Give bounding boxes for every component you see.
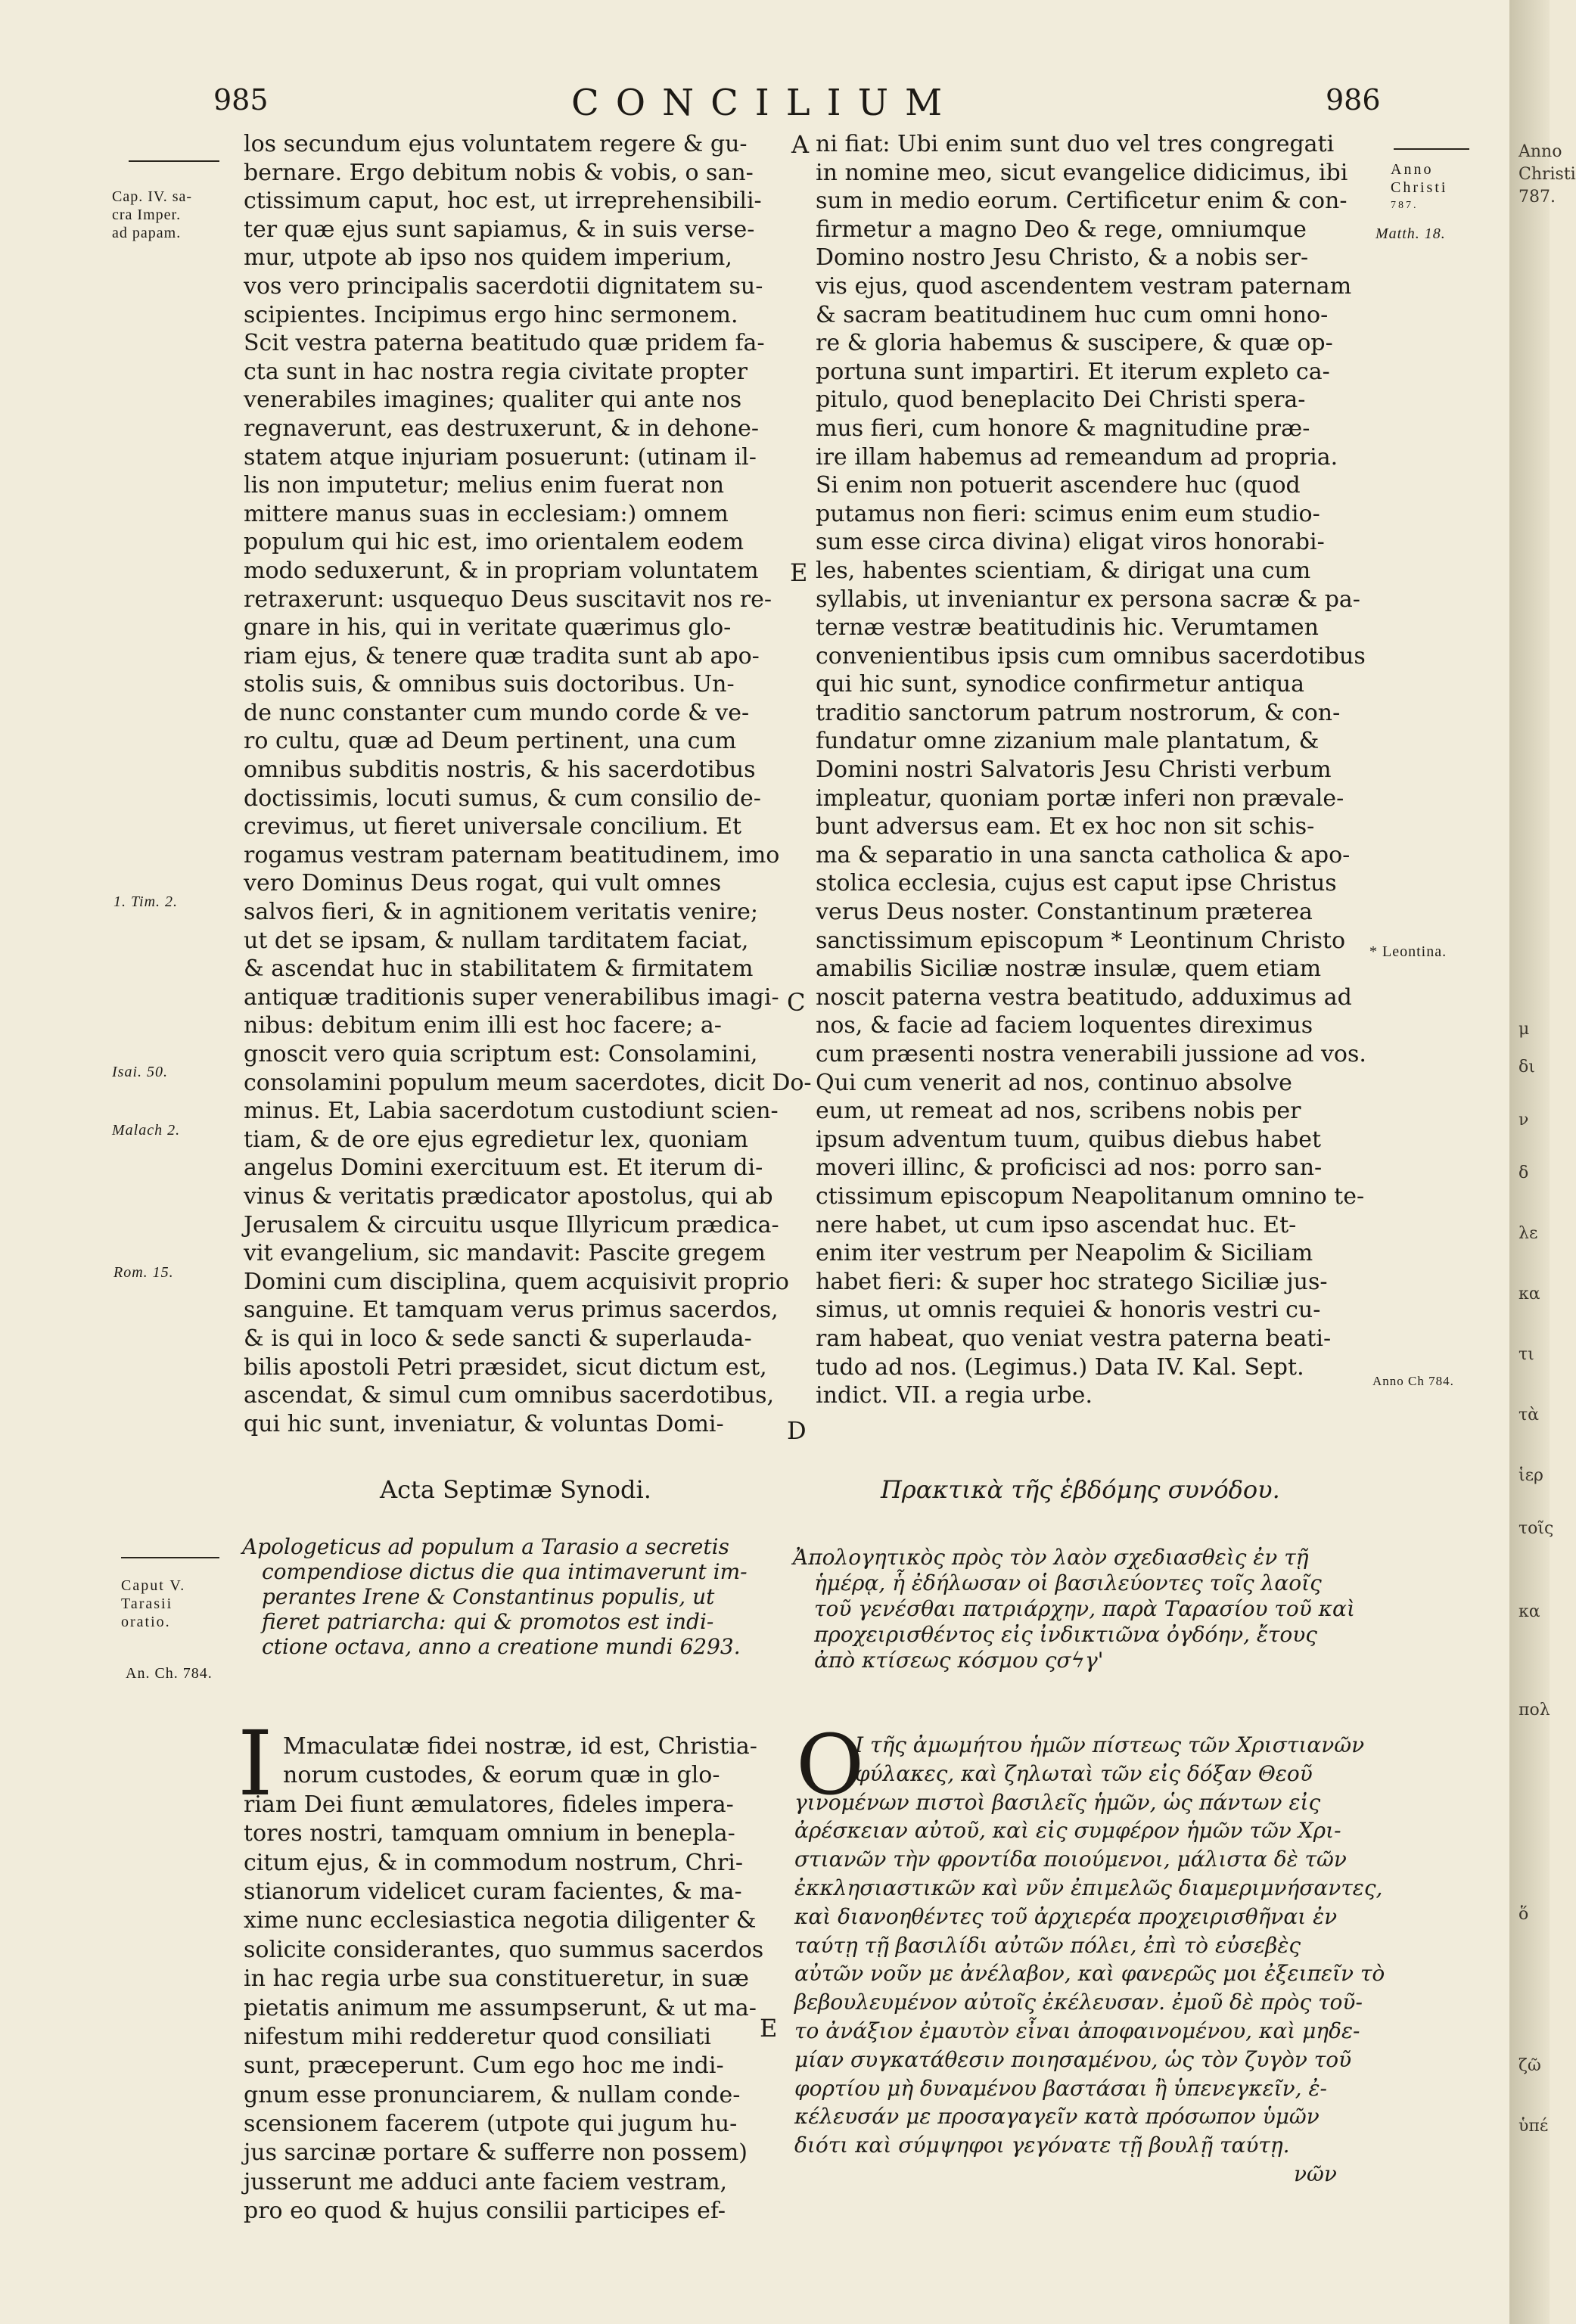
section-letter-e-lower: E (760, 2014, 778, 2043)
header-rule-right (1394, 148, 1469, 150)
edge-fragment: ὅ (1518, 1905, 1529, 1924)
latin-oration-body (244, 1732, 766, 2226)
text-line: in nomine meo, sicut evangelice didicimus, ibi (816, 159, 1348, 186)
text-line: vero Dominus Deus rogat, qui vult omnes (244, 870, 722, 897)
text-line: in hac regia urbe sua constitueretur, in suæ (244, 1965, 749, 1993)
right-text-column (816, 130, 1377, 1410)
text-line: γινομένων πιστοὶ βασιλεῖς ἡμῶν, ὡς πάντων εἰς (794, 1789, 1321, 1815)
text-line: sum in medio eorum. Certificetur enim & con- (816, 188, 1348, 215)
text-line: βεβουλευμένον αὐτοῖς ἐκέλευσαν. ἐμοῦ δὲ πρὸς τοῦ- (794, 1990, 1363, 2015)
text-line: τοῦ γενέσθαι πατριάρχην, παρὰ Ταρασίου τοῦ καὶ (814, 1596, 1355, 1621)
edge-fragment: 787. (1518, 188, 1556, 207)
text-line: bunt adversus eam. Et ex hoc non sit schis- (816, 813, 1315, 840)
text-line: indict. VII. a regia urbe. (816, 1382, 1093, 1409)
text-line: & sacram beatitudinem huc cum omni hono- (816, 301, 1329, 328)
text-line: vinus & veritatis prædicator apostolus, qui ab (244, 1182, 773, 1210)
text-line: ἀρέσκειαν αὐτοῦ, καὶ εἰς συμφέρον ἡμῶν τῶν Χρι- (794, 1818, 1341, 1844)
text-line: scensionem facerem (utpote qui jugum hu- (244, 2111, 738, 2138)
text-line: riam ejus, & tenere quæ tradita sunt ab apo- (244, 642, 760, 670)
text-line: omnibus subditis nostris, & his sacerdotibus (244, 757, 756, 784)
text-line: qui hic sunt, inveniatur, & voluntas Domi- (244, 1410, 724, 1437)
section-letter-c: C (787, 988, 806, 1017)
text-line: consolamini populum meum sacerdotes, dicit Do- (244, 1069, 812, 1096)
text-line: ctissimum caput, hoc est, ut irreprehensibili- (244, 188, 762, 215)
text-line: re & gloria habemus & suscipere, & quæ op- (816, 330, 1333, 357)
text-line: καὶ διανοηθέντες τοῦ ἀρχιερέα προχειρισθῆναι ἐν (794, 1903, 1338, 1929)
greek-acta-heading: Πρακτικὰ τῆς ἑβδόμης συνόδου. (881, 1475, 1280, 1504)
text-line: vit evangelium, sic mandavit: Pascite gregem (244, 1240, 766, 1267)
text-line: solicite considerantes, quo summus sacerdos (244, 1936, 764, 1963)
text-line: moveri illinc, & proficisci ad nos: porro san- (816, 1154, 1323, 1182)
text-line: ascendat, & simul cum omnibus sacerdotibus, (244, 1382, 775, 1409)
text-line: φορτίου μὴ δυναμένου βαστάσαι ἢ ὑπενεγκεῖν, ἐ- (794, 2075, 1327, 2101)
text-line: Ἀπολογητικὸς πρὸς τὸν λαὸν σχεδιασθεὶς ἐν τῇ (793, 1545, 1309, 1570)
text-line: bernare. Ergo debitum nobis & vobis, o san- (244, 159, 754, 186)
text-line: Domini cum disciplina, quem acquisivit proprio (244, 1268, 789, 1295)
text-line: stolica ecclesia, cujus est caput ipse Christus (816, 870, 1337, 897)
text-line: sanguine. Et tamquam verus primus sacerdos, (244, 1297, 779, 1324)
text-line: regnaverunt, eas destruxerunt, & in dehone- (244, 415, 759, 442)
section-letter-d: D (787, 1416, 807, 1445)
text-line: nere habet, ut cum ipso ascendat huc. Et- (816, 1211, 1297, 1238)
edge-fragment: τὰ (1518, 1406, 1540, 1425)
text-line: gnum esse pronunciarem, & nullam conde- (244, 2081, 741, 2108)
margin-anno-ch: Anno Ch 784. (1372, 1374, 1454, 1388)
text-line: enim iter vestrum per Neapolim & Siciliam (816, 1240, 1313, 1267)
edge-fragment: τοῖς (1518, 1519, 1554, 1538)
text-line: modo seduxerunt, & in propriam voluntatem (244, 557, 759, 584)
edge-fragment: Christi (1518, 165, 1576, 184)
left-text-column (244, 130, 812, 1438)
text-line: verus Deus noster. Constantinum præterea (816, 899, 1313, 926)
text-line: jus sarcinæ portare & sufferre non possem) (244, 2139, 748, 2167)
text-line: ter quæ ejus sunt sapiamus, & in suis verse- (244, 216, 755, 243)
text-line: & ascendat huc in stabilitatem & firmitatem (244, 955, 754, 983)
text-line: μίαν συγκατάθεσιν ποιησαμένου, ὡς τὸν ζυγὸν τοῦ (794, 2046, 1352, 2072)
text-line: το ἀνάξιον ἐμαυτὸν εἶναι ἀποφαινομένου, καὶ μηδε- (794, 2018, 1360, 2043)
right-page-number: 986 (1326, 83, 1381, 117)
text-line: lis non imputetur; melius enim fuerat non (244, 472, 725, 499)
text-line: ma & separatio in una sancta catholica & apo- (816, 841, 1351, 868)
text-line: bilis apostoli Petri præsidet, sicut dictum est, (244, 1353, 767, 1381)
text-line: stianorum videlicet curam facientes, & ma- (244, 1878, 742, 1905)
right-margin-anno: Anno Christi 787. (1391, 161, 1448, 211)
text-line: ipsum adventum tuum, quibus diebus habet (816, 1126, 1321, 1153)
left-page-number: 985 (213, 83, 269, 117)
text-line: στιανῶν τὴν φροντίδα ποιούμενοι, μάλιστα δὲ τῶν (794, 1847, 1347, 1872)
text-line: norum custodes, & eorum quæ in glo- (283, 1762, 720, 1789)
text-line: putamus non fieri: scimus enim eum studio- (816, 500, 1320, 527)
text-line: προχειρισθέντος εἰς ἰνδικτιῶνα ὀγδόην, ἔτους (814, 1622, 1317, 1647)
edge-fragment: πολ (1518, 1701, 1550, 1720)
section-letter-a: A (791, 130, 810, 159)
text-line: minus. Et, Labia sacerdotum custodiunt scien- (244, 1098, 779, 1125)
text-line: tudo ad nos. (Legimus.) Data IV. Kal. Sept. (816, 1353, 1304, 1381)
text-line: ro cultu, quæ ad Deum pertinent, una cum (244, 728, 737, 755)
text-line: nifestum mihi redderetur quod consiliati (244, 2023, 711, 2050)
text-line: venerabiles imagines; qualiter qui ante nos (244, 387, 742, 414)
an-ch-margin: An. Ch. 784. (126, 1665, 213, 1682)
text-line: ἀπὸ κτίσεως κόσμου ςσϟγ' (814, 1648, 1104, 1673)
text-line: citum ejus, & in commodum nostrum, Chri- (244, 1849, 743, 1876)
edge-fragment: Anno (1518, 142, 1562, 161)
text-line: pro eo quod & hujus consilii participes ef- (244, 2198, 726, 2225)
text-line: scipientes. Incipimus ergo hinc sermonem. (244, 301, 738, 328)
text-line: ἐκκλησιαστικῶν καὶ νῦν ἐπιμελῶς διαμεριμνήσαντες, (794, 1875, 1383, 1900)
text-line: perantes Irene & Constantinus populis, ut (262, 1584, 715, 1609)
text-line: mus fieri, cum honore & magnitudine præ- (816, 415, 1310, 442)
text-line: sanctissimum episcopum * Leontinum Christo (816, 927, 1346, 954)
greek-oration-body (794, 1731, 1392, 2189)
text-line: ταύτῃ τῇ βασιλίδι αὐτῶν πόλει, ἐπὶ τὸ εὐσεβὲς (794, 1932, 1301, 1958)
text-line: ram habeat, quo veniat vestra paterna beati- (816, 1325, 1332, 1352)
text-line: sunt, præceperunt. Cum ego hoc me indi- (244, 2052, 724, 2080)
text-line: fundatur omne zizanium male plantatum, & (816, 728, 1320, 755)
text-line: stolis suis, & omnibus suis doctoribus. Un- (244, 671, 735, 698)
header-rule-left (129, 160, 219, 162)
text-line: vos vero principalis sacerdotii dignitatem su- (244, 272, 763, 300)
text-line: vis ejus, quod ascendentem vestram paternam (816, 272, 1352, 300)
text-line: impleatur, quoniam portæ inferi non prævale- (816, 785, 1344, 812)
caput-rule (121, 1557, 219, 1558)
text-line: διότι καὶ σύμψηφοι γεγόνατε τῇ βουλῇ ταύτῃ. (794, 2133, 1290, 2158)
text-line: salvos fieri, & in agnitionem veritatis venire; (244, 899, 759, 926)
text-line: compendiose dictus die qua intimaverunt im- (262, 1559, 748, 1584)
text-line: simus, ut omnis requiei & honoris vestri cu- (816, 1297, 1321, 1324)
text-line: κέλευσάν με προσαγαγεῖν κατὰ πρόσωπον ὑμῶν (794, 2104, 1320, 2130)
text-line: ni fiat: Ubi enim sunt duo vel tres congregati (816, 131, 1335, 157)
edge-fragment: δι (1518, 1058, 1535, 1077)
text-line: statem atque injuriam posuerunt: (utinam il- (244, 443, 757, 471)
text-line: ctissimum episcopum Neapolitanum omnino te- (816, 1182, 1365, 1210)
text-line: αὐτῶν νοῦν με ἀνέλαβον, καὶ φανερῶς μοι ἐξειπεῖν τὸ (794, 1961, 1385, 1987)
edge-fragment: ν (1518, 1111, 1529, 1129)
text-line: noscit paterna vestra beatitudo, adduximus ad (816, 983, 1352, 1011)
text-line: qui hic sunt, synodice confirmetur antiqua (816, 671, 1304, 698)
greek-dropcap: O (796, 1717, 865, 1813)
text-line: los secundum ejus voluntatem regere & gu- (244, 131, 748, 157)
text-line: habet fieri: & super hoc stratego Siciliæ jus- (816, 1268, 1328, 1295)
text-line: gnare in his, qui in veritate quærimus glo- (244, 614, 732, 642)
edge-fragment: μ (1518, 1020, 1530, 1039)
text-line: mittere manus suas in ecclesiam:) omnem (244, 500, 729, 527)
text-line: cum præsenti nostra venerabili jussione ad vos. (816, 1041, 1366, 1067)
text-line: ternæ vestræ beatitudinis hic. Verumtamen (816, 614, 1319, 642)
margin-ref-malach: Malach 2. (112, 1122, 181, 1139)
edge-fragment: κα (1518, 1602, 1540, 1621)
edge-fragment: ἱερ (1518, 1466, 1543, 1485)
next-page-edge (1509, 0, 1576, 2324)
margin-ref-matth: Matth. 18. (1376, 225, 1446, 242)
text-line: & is qui in loco & sede sancti & superlauda- (244, 1325, 752, 1352)
text-line: syllabis, ut inveniantur ex persona sacræ & pa- (816, 586, 1360, 613)
latin-dropcap: I (238, 1711, 273, 1816)
text-line: cta sunt in hac nostra regia civitate propter (244, 358, 748, 385)
text-line: Scit vestra paterna beatitudo quæ pridem fa- (244, 330, 765, 357)
text-line: firmetur a magno Deo & rege, omniumque (816, 216, 1307, 243)
text-line: ut det se ipsam, & nullam tarditatem faciat, (244, 927, 749, 954)
text-line: pietatis animum me assumpserunt, & ut ma- (244, 1994, 757, 2021)
text-line: angelus Domini exercituum est. Et iterum di- (244, 1154, 763, 1182)
text-line: Apologeticus ad populum a Tarasio a secretis (242, 1534, 729, 1559)
margin-ref-tim: 1. Tim. 2. (113, 893, 179, 910)
text-line: ctione octava, anno a creatione mundi 6293. (262, 1634, 741, 1659)
text-line: jusserunt me adduci ante faciem vestram, (244, 2168, 728, 2195)
text-line: convenientibus ipsis cum omnibus sacerdotibus (816, 642, 1366, 670)
text-line: eum, ut remeat ad nos, scribens nobis per (816, 1098, 1301, 1125)
text-line: de nunc constanter cum mundo corde & ve- (244, 699, 750, 726)
text-line: xime nunc ecclesiastica negotia diligenter & (244, 1907, 757, 1934)
margin-ref-rom: Rom. 15. (113, 1264, 174, 1281)
text-line: nos, & facie ad faciem loquentes direximus (816, 1012, 1313, 1039)
text-line: portuna sunt impartiri. Et iterum expleto ca- (816, 358, 1330, 385)
text-line: crevimus, ut fieret universale concilium. Et (244, 813, 742, 840)
text-line: Ι τῆς ἀμωμήτου ἡμῶν πίστεως τῶν Χριστιανῶν (855, 1732, 1365, 1757)
text-line: les, habentes scientiam, & dirigat una cum (816, 557, 1311, 584)
latin-acta-heading: Acta Septimæ Synodi. (380, 1475, 651, 1504)
section-letter-e: E (790, 558, 808, 587)
text-line: rogamus vestram paternam beatitudinem, imo (244, 841, 780, 868)
text-line: ire illam habemus ad remeandum ad propria. (816, 443, 1338, 471)
text-line: traditio sanctorum patrum nostrorum, & con- (816, 699, 1341, 726)
edge-fragment: λε (1518, 1224, 1538, 1243)
text-line: Domini nostri Salvatoris Jesu Christi verbum (816, 757, 1332, 784)
edge-fragment: κα (1518, 1285, 1540, 1303)
greek-subtitle (793, 1545, 1398, 1673)
text-line: fieret patriarcha: qui & promotos est indi- (262, 1609, 714, 1634)
text-line: pitulo, quod beneplacito Dei Christi spera- (816, 387, 1306, 414)
text-line: amabilis Siciliæ nostræ insulæ, quem etiam (816, 955, 1322, 983)
margin-ref-isai: Isai. 50. (112, 1064, 168, 1080)
caput-v-margin: Caput V. Tarasii oratio. (121, 1577, 186, 1630)
text-line: tores nostri, tamquam omnium in benepla- (244, 1820, 735, 1847)
text-line: Jerusalem & circuitu usque Illyricum prædica- (244, 1211, 779, 1238)
latin-subtitle (242, 1534, 764, 1659)
text-line: νῶν (1294, 2161, 1337, 2186)
text-line: antiquæ traditionis super venerabilibus imagi- (244, 983, 779, 1011)
text-line: Qui cum venerit ad nos, continuo absolve (816, 1069, 1292, 1096)
edge-fragment: δ (1518, 1164, 1529, 1182)
text-line: Domino nostro Jesu Christo, & a nobis ser- (816, 244, 1309, 272)
text-line: Si enim non potuerit ascendere huc (quod (816, 472, 1301, 499)
running-title: CONCILIUM (571, 82, 959, 124)
edge-fragment: τι (1518, 1345, 1534, 1364)
text-line: riam Dei fiunt æmulatores, fideles impera- (244, 1791, 734, 1818)
text-line: retraxerunt: usquequo Deus suscitavit nos re- (244, 586, 772, 613)
text-line: doctissimis, locuti sumus, & cum consilio de- (244, 785, 761, 812)
text-line: ἡμέρᾳ, ἧ ἐδήλωσαν οἱ βασιλεύοντες τοῖς λαοῖς (814, 1571, 1322, 1595)
text-line: populum qui hic est, imo orientalem eodem (244, 529, 744, 556)
edge-fragment: ὑπέ (1518, 2117, 1549, 2136)
text-line: mur, utpote ab ipso nos quidem imperium, (244, 244, 732, 272)
text-line: φύλακες, καὶ ζηλωταὶ τῶν εἰς δόξαν Θεοῦ (855, 1760, 1313, 1786)
text-line: tiam, & de ore ejus egredietur lex, quoniam (244, 1126, 748, 1153)
text-line: sum esse circa divina) eligat viros honorabi- (816, 529, 1325, 556)
margin-note-leontina: * Leontina. (1369, 943, 1447, 960)
edge-fragment: ζῶ (1518, 2056, 1541, 2075)
left-margin-cap-iv: Cap. IV. sa- cra Imper. ad papam. (112, 188, 193, 241)
text-line: nibus: debitum enim illi est hoc facere; a- (244, 1012, 722, 1039)
text-line: Mmaculatæ fidei nostræ, id est, Christia- (283, 1733, 757, 1760)
text-line: gnoscit vero quia scriptum est: Consolamini, (244, 1041, 758, 1067)
